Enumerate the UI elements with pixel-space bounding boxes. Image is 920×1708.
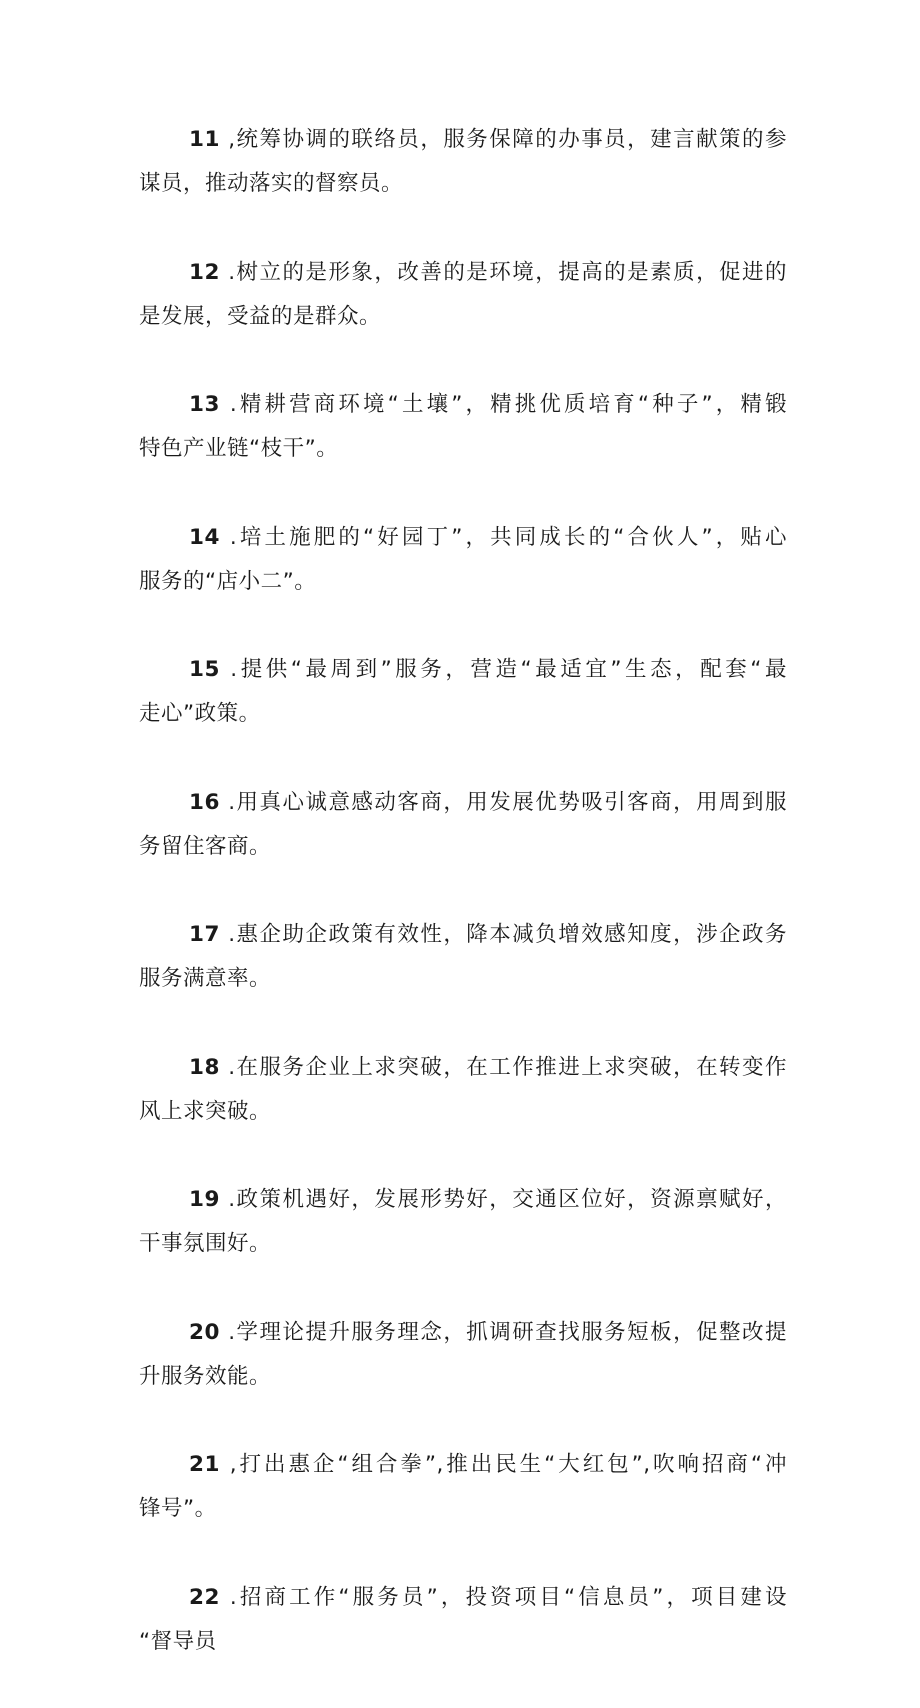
item-text: 提供“最周到”服务，营造“最适宜”生态，配套“最 (237, 657, 787, 682)
list-item-22 (139, 1576, 787, 1664)
item-separator: . (219, 1584, 238, 1610)
item-text: 树立的是形象，改善的是环境，提高的是素质，促进的 (235, 259, 787, 285)
item-text: 培土施肥的“好园丁”，共同成长的“合伙人”，贴心 (237, 524, 787, 550)
item-first-line (139, 251, 787, 295)
list-item-11 (139, 118, 787, 206)
list-item-14 (139, 516, 787, 604)
list-item-17 (139, 913, 787, 1001)
item-first-line (139, 913, 787, 957)
item-continuation-line: 升服务效能。 (139, 1363, 272, 1389)
item-separator: . (219, 1319, 236, 1345)
item-continuation-line: 特色产业链“枝干”。 (139, 436, 339, 461)
item-first-line (139, 1311, 787, 1355)
item-continuation-line: “督导员 (139, 1628, 217, 1654)
item-number: 13 (189, 392, 220, 417)
item-text: 打出惠企“组合拳”,推出民生“大红包”,吹响招商“冲 (237, 1452, 787, 1477)
item-continuation-line: 走心”政策。 (139, 701, 261, 726)
item-text: 用真心诚意感动客商，用发展优势吸引客商，用周到服 (235, 789, 787, 815)
item-separator: . (219, 259, 236, 285)
item-separator: , (219, 1452, 238, 1477)
list-item-20 (139, 1311, 787, 1399)
item-text: 政策机遇好，发展形势好，交通区位好，资源禀赋好， (235, 1187, 787, 1212)
list-item-12 (139, 251, 787, 339)
item-number: 21 (189, 1452, 220, 1477)
item-number: 15 (189, 657, 220, 682)
item-separator: , (219, 127, 236, 152)
item-first-line (139, 648, 787, 692)
numbered-list (139, 118, 787, 1708)
item-number: 14 (189, 524, 220, 550)
item-first-line (139, 516, 787, 560)
item-number: 11 (189, 127, 220, 152)
item-number: 12 (189, 259, 220, 285)
item-continuation-line: 谋员，推动落实的督察员。 (139, 171, 404, 196)
item-number: 19 (189, 1187, 220, 1212)
item-first-line (139, 1046, 787, 1090)
item-first-line (139, 1443, 787, 1487)
item-continuation-line: 是发展，受益的是群众。 (139, 303, 382, 329)
item-text: 学理论提升服务理念，抓调研查找服务短板，促整改提 (235, 1319, 787, 1345)
list-item-15 (139, 648, 787, 736)
item-continuation-line: 风上求突破。 (139, 1098, 272, 1124)
item-continuation-line: 干事氛围好。 (139, 1231, 272, 1256)
item-text: 精耕营商环境“土壤”，精挑优质培育“种子”，精锻 (237, 392, 787, 417)
item-first-line (139, 383, 787, 427)
item-number: 20 (189, 1319, 220, 1345)
item-continuation-line: 务留住客商。 (139, 833, 272, 859)
item-number: 17 (189, 922, 220, 947)
item-text: 在服务企业上求突破，在工作推进上求突破，在转变作 (235, 1054, 787, 1080)
item-separator: . (219, 922, 236, 947)
item-first-line (139, 1178, 787, 1222)
item-separator: . (219, 789, 236, 815)
item-continuation-line: 锋号”。 (139, 1496, 217, 1521)
item-continuation-line: 服务的“店小二”。 (139, 568, 317, 594)
item-continuation-line: 服务满意率。 (139, 966, 272, 991)
item-separator: . (219, 1054, 236, 1080)
list-item-13 (139, 383, 787, 471)
item-number: 18 (189, 1054, 220, 1080)
item-number: 16 (189, 789, 220, 815)
item-first-line (139, 1576, 787, 1620)
item-separator: . (219, 392, 238, 417)
item-separator: . (219, 657, 238, 682)
item-first-line (139, 118, 787, 162)
list-item-18 (139, 1046, 787, 1134)
list-item-16 (139, 781, 787, 869)
list-item-19 (139, 1178, 787, 1266)
item-text: 招商工作“服务员”，投资项目“信息员”，项目建设 (237, 1584, 787, 1610)
item-text: 统筹协调的联络员，服务保障的办事员，建言献策的参 (235, 127, 787, 152)
item-separator: . (219, 1187, 236, 1212)
list-item-21 (139, 1443, 787, 1531)
item-separator: . (219, 524, 238, 550)
item-number: 22 (189, 1584, 220, 1610)
item-first-line (139, 781, 787, 825)
item-text: 惠企助企政策有效性，降本减负增效感知度，涉企政务 (235, 922, 787, 947)
